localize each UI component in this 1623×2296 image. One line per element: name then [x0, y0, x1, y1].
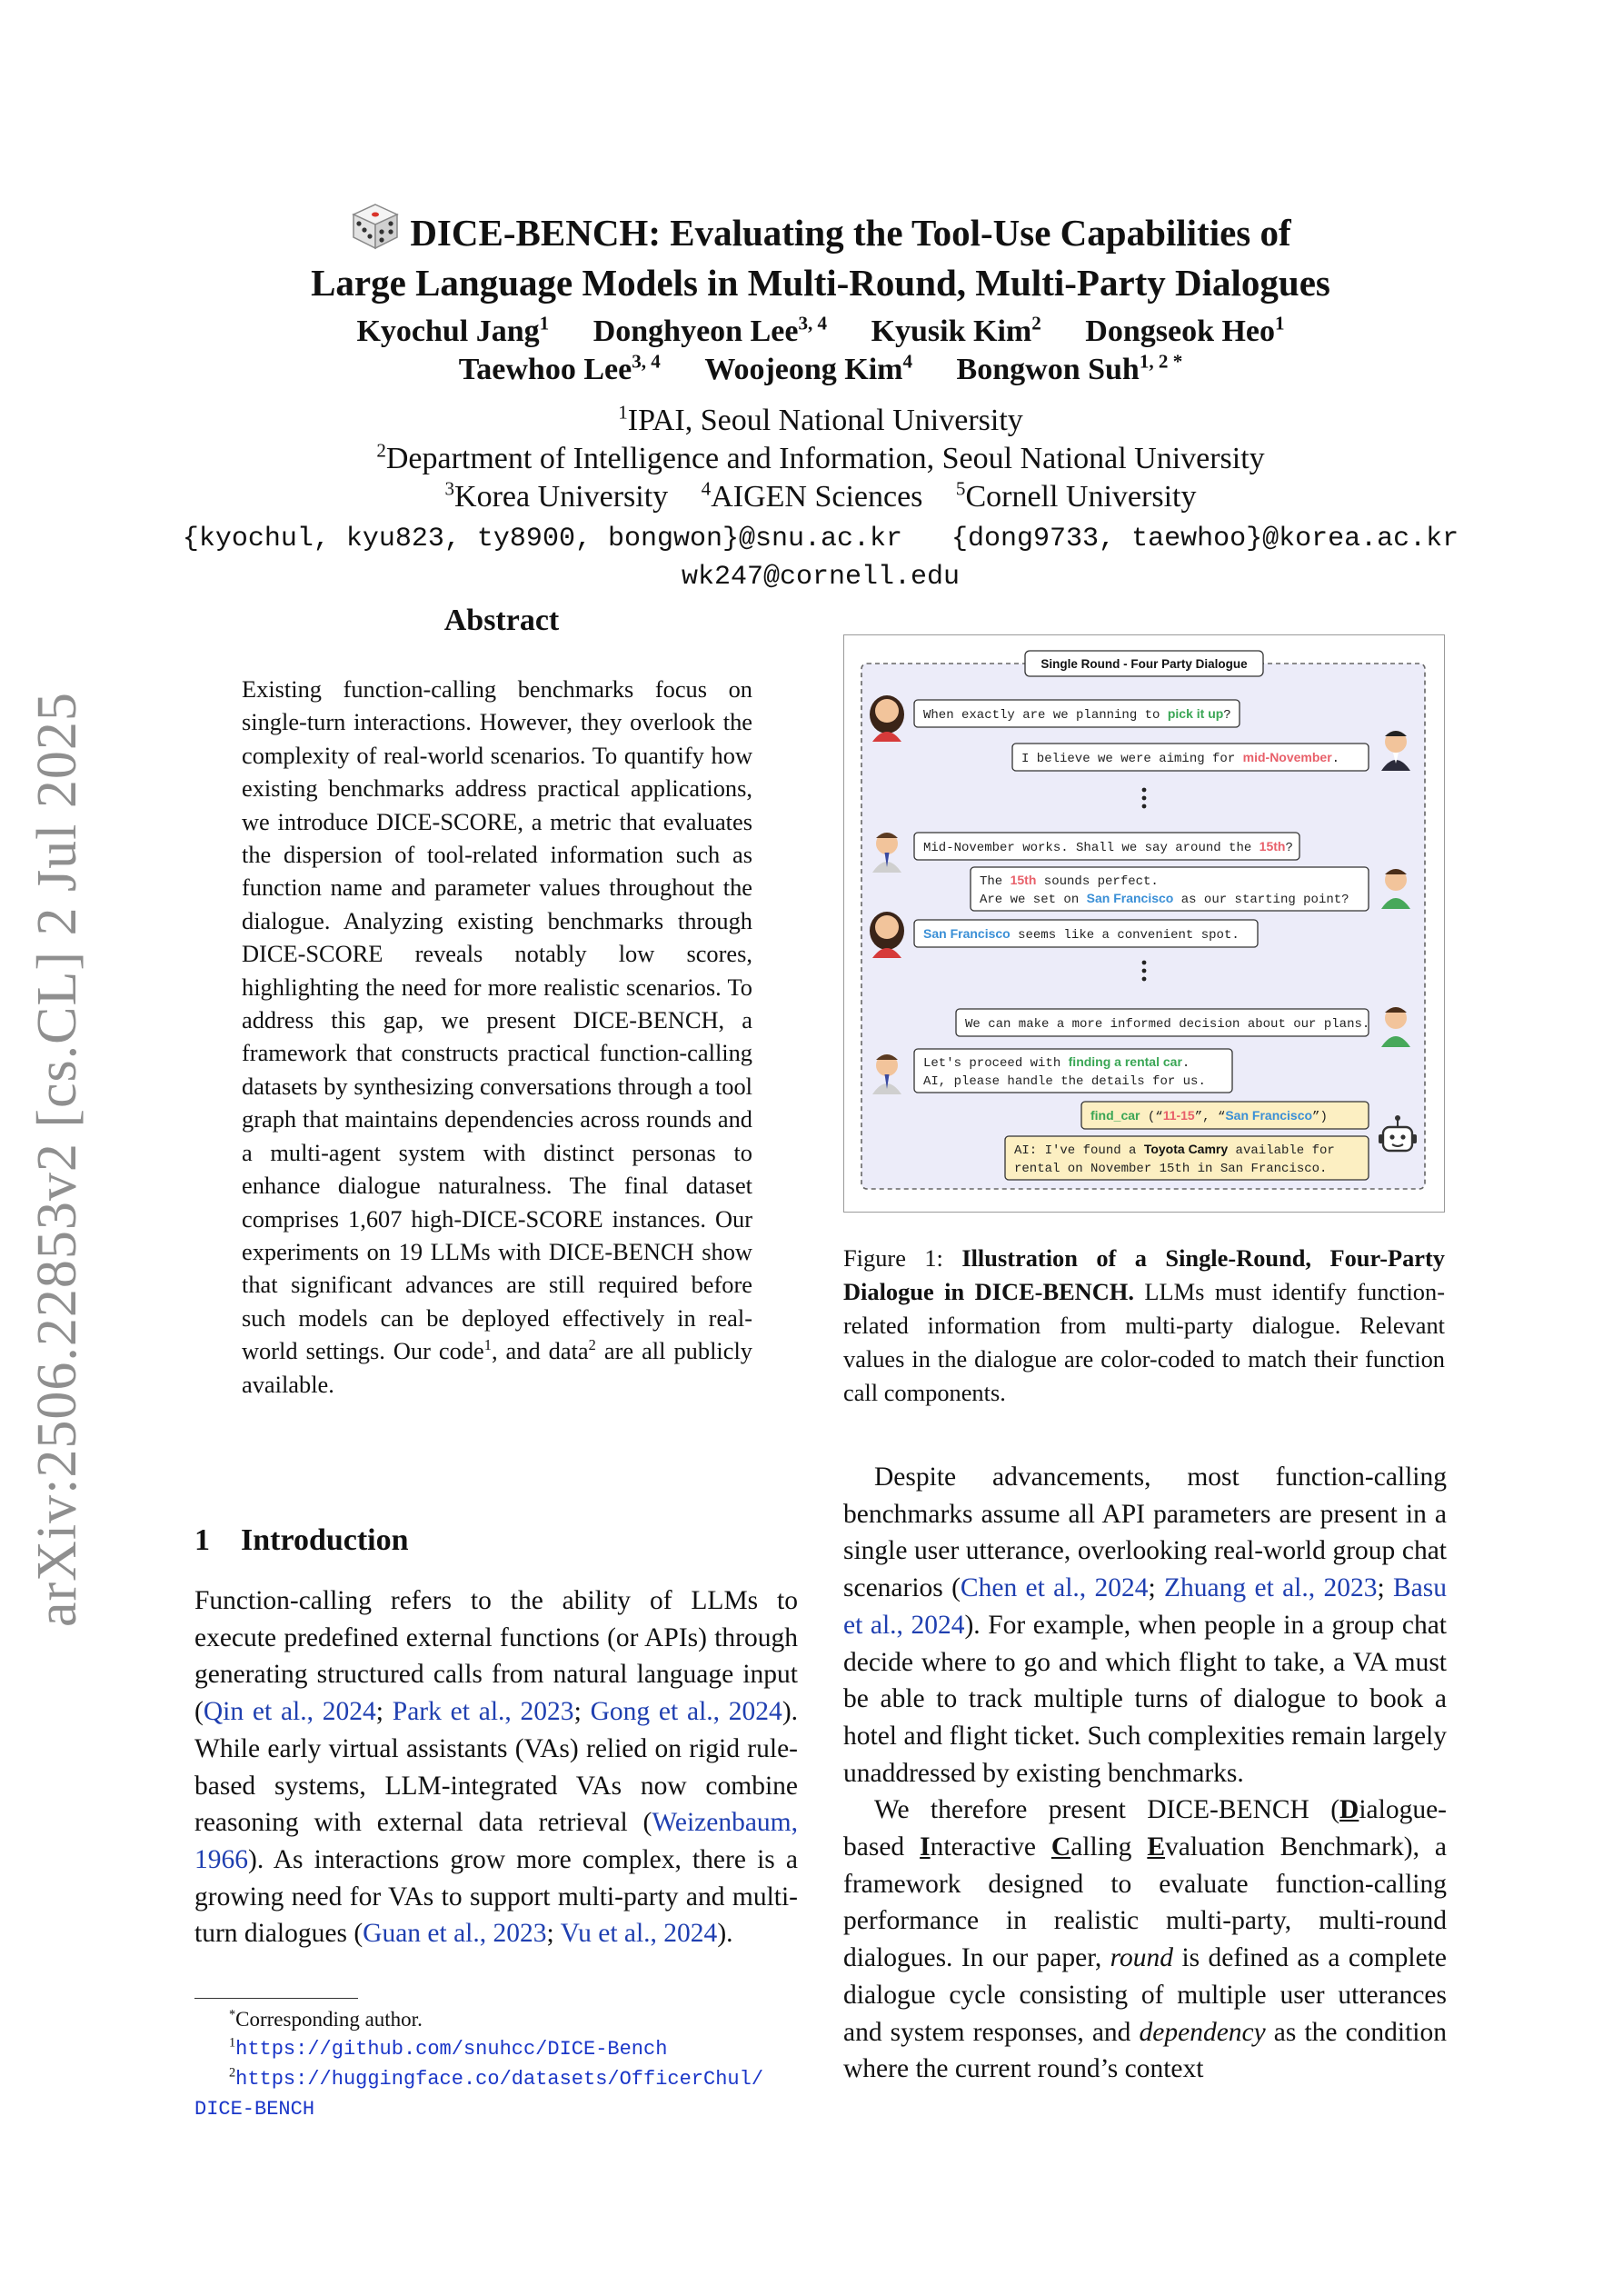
- paragraph: We therefore present DICE-BENCH (Dialogue-based Interactive Calling Evaluation Benchmark), a framework designed to evaluate function-calling performance in realistic multi-party, multi-round dialogues. In our paper, round is defined as a complete dialogue cycle consisting of multiple user utterances and system responses, and dependency as the condition where the current round’s context: [843, 1795, 1448, 2084]
- footnote-divider: [194, 1998, 358, 1999]
- citation-link[interactable]: Guan et al., 2023: [363, 1919, 547, 1949]
- message-text: I believe we were aiming for mid-November.: [1021, 750, 1340, 766]
- figure-caption: Figure 1: Illustration of a Single-Round, Four-Party Dialogue in DICE-BENCH. LLMs must identify function-related information from multi-party dialogue. Relevant values in the dialogue are color-coded to match their function call components.: [843, 1244, 1445, 1406]
- introduction-text: Function-calling refers to the ability of LLMs to execute predefined external functions (or APIs) through generating structured calls from natural language input (Qin et al., 2024; Park et al., 2023; Gong et al., 2024). While early virtual assistants (VAs) relied on rigid rule-based systems, LLM-integrated VAs now combine reasoning with external data retrieval (Weizenbaum, 1966). As interactions grow more complex, there is a growing need for VAs to support multi-party and multi-turn dialogues (Guan et al., 2023; Vu et al., 2024).: [194, 1586, 799, 1949]
- author-list: [164, 313, 1478, 389]
- message-text: AI, please handle the details for us.: [923, 1074, 1206, 1089]
- email-snu: {kyochul, kyu823, ty8900, bongwon}@snu.ac.kr: [182, 524, 903, 554]
- author: Dongseok Heo$^1$: [1085, 312, 1285, 348]
- right-column-text: [843, 1459, 1447, 2088]
- citation-link[interactable]: Basu et al., 2024: [843, 1573, 1447, 1640]
- abstract-heading: Abstract: [443, 604, 560, 637]
- message-text: Are we set on San Francisco as our starting point?: [980, 891, 1349, 907]
- ai-response-text: rental on November 15th in San Francisco.: [1014, 1162, 1328, 1176]
- footnotes: *Corresponding author. $^1$https://github.com/snuhcc/DICE-Bench $^2$https://huggingface.co/datasets/OfficerChul/ DICE-BENCH: [194, 2007, 764, 2121]
- huggingface-link[interactable]: https://huggingface.co/datasets/OfficerChul/: [235, 2068, 764, 2091]
- message-text: San Francisco seems like a convenient spot.: [923, 926, 1240, 943]
- author: Kyusik Kim$^2$: [871, 312, 1041, 348]
- citation-link[interactable]: Vu et al., 2024: [560, 1919, 718, 1949]
- github-link[interactable]: https://github.com/snuhcc/DICE-Bench: [235, 2038, 668, 2061]
- dice-icon: [350, 202, 401, 261]
- ai-response-text: AI: I've found a Toyota Camry available for: [1014, 1142, 1335, 1158]
- message-text: When exactly are we planning to pick it up?: [923, 706, 1231, 723]
- title-line-2: Large Language Models in Multi-Round, Multi-Party Dialogues: [311, 262, 1330, 304]
- citation-link[interactable]: Qin et al., 2024: [203, 1697, 376, 1727]
- ellipsis-icon: [1142, 961, 1147, 982]
- author: Kyochul Jang$^1$: [356, 312, 550, 348]
- affiliations: $^1$IPAI, Seoul National University $^2$Department of Intelligence and Information, Seoul National University $^3$Korea University $^4$AIGEN Sciences $^5$Cornell University: [376, 401, 1265, 514]
- ellipsis-icon: [1142, 788, 1147, 809]
- author: Woojeong Kim$^4$: [704, 350, 913, 386]
- author-emails: [164, 520, 1478, 596]
- figure-1-illustration: [843, 634, 1445, 1213]
- author: Donghyeon Lee$^{3, 4}$: [592, 312, 828, 348]
- function-call-text: find_car (“11-15”, “San Francisco”): [1090, 1108, 1328, 1124]
- paper-title: DICE-BENCH: Evaluating the Tool-Use Capabilities of Large Language Models in Multi-Round, Multi-Party Dialogues: [164, 202, 1478, 305]
- message-text: Mid-November works. Shall we say around the 15th?: [923, 839, 1293, 855]
- citation-link[interactable]: Park et al., 2023: [392, 1697, 574, 1727]
- email-cornell: wk247@cornell.edu: [681, 562, 961, 593]
- huggingface-link-continued[interactable]: DICE-BENCH: [194, 2098, 315, 2121]
- abstract-text: Existing function-calling benchmarks focus on single-turn interactions. However, they overlook the complexity of real-world scenarios. To quantify how existing benchmarks address practical applications, we introduce DICE-SCORE, a metric that evaluates the dispersion of tool-related information such as function name and parameter values throughout the dialogue. Analyzing existing benchmarks through DICE-SCORE reveals notably low scores, highlighting the need for more realistic scenarios. To address this gap, we present DICE-BENCH, a framework that constructs practical function-calling datasets by synthesizing conversations through a tool graph that maintains dependencies across rounds and a multi-agent system with distinct personas to enhance dialogue naturalness. The final dataset comprises 1,607 high-DICE-SCORE instances. Our experiments on 19 LLMs with DICE-BENCH show that significant advances are still required before such models can be deployed effectively in real-world settings. Our code$^1$, and data$^2$ are all publicly available.: [242, 675, 752, 1398]
- section-heading-introduction: 1 Introduction: [194, 1523, 409, 1557]
- message-text: The 15th sounds perfect.: [980, 873, 1159, 889]
- citation-link[interactable]: Gong et al., 2024: [590, 1697, 782, 1727]
- paragraph: Despite advancements, most function-calling benchmarks assume all API parameters are present in a single user utterance, overlooking real-world group chat scenarios (Chen et al., 2024; Zhuang et al., 2023; Basu et al., 2024). For example, when people in a group chat decide where to go and which flight to take, a VA must be able to track multiple turns of dialogue to book a hotel and flight ticket. Such complexities remain largely unaddressed by existing benchmarks.: [843, 1462, 1447, 1788]
- message-text: We can make a more informed decision about our plans.: [965, 1017, 1370, 1032]
- citation-link[interactable]: Chen et al., 2024: [960, 1573, 1149, 1603]
- citation-link[interactable]: Zhuang et al., 2023: [1164, 1573, 1378, 1603]
- citation-link[interactable]: Weizenbaum, 1966: [194, 1808, 798, 1874]
- email-korea: {dong9733, taewhoo}@korea.ac.kr: [951, 524, 1459, 554]
- author: Taewhoo Lee$^{3, 4}$: [458, 350, 661, 386]
- author: Bongwon Suh$^{1, 2 *}$: [956, 350, 1183, 386]
- dialogue-tag-label: Single Round - Four Party Dialogue: [1041, 657, 1248, 671]
- arxiv-stamp: arXiv:2506.22853v2 [cs.CL] 2 Jul 2025: [26, 692, 88, 1627]
- message-text: Let's proceed with finding a rental car.: [923, 1054, 1190, 1071]
